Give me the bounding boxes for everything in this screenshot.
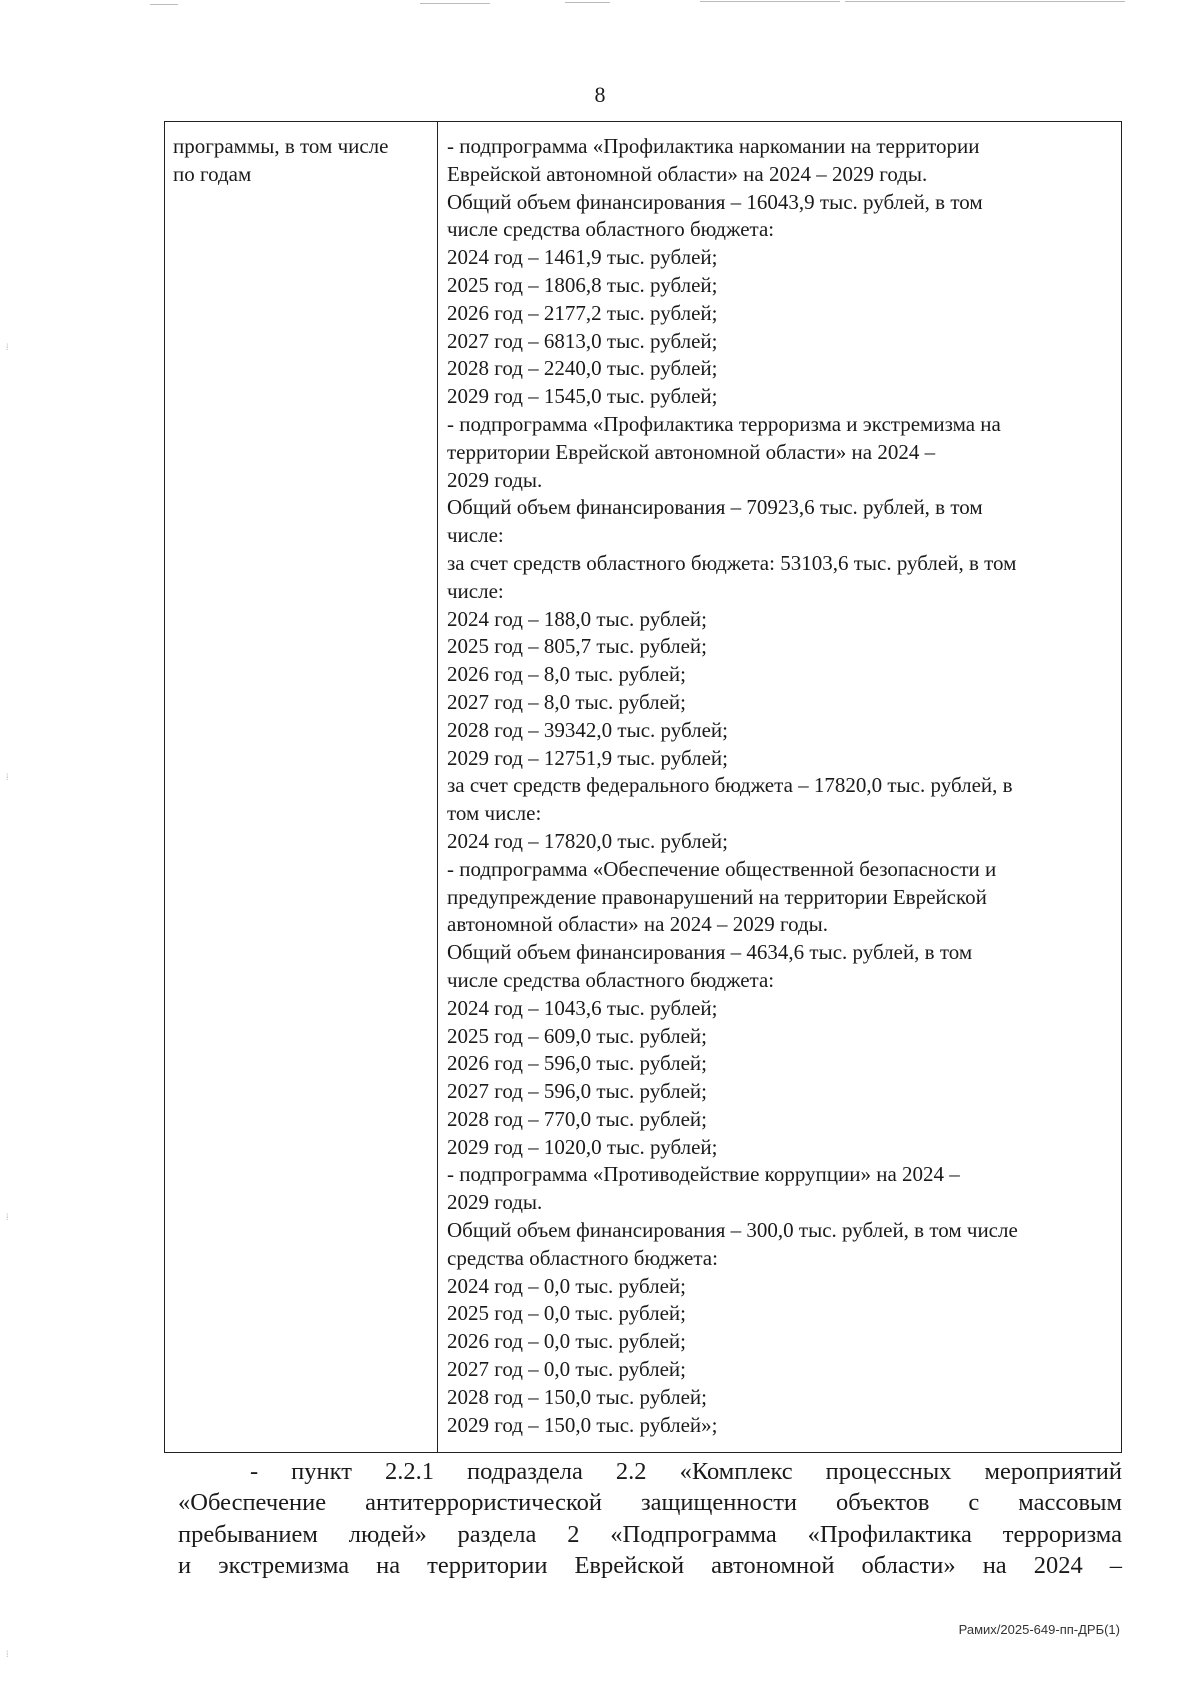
scan-artifact-line (150, 4, 178, 5)
table-value-line: - подпрограмма «Профилактика терроризма и экстремизма на (447, 411, 1001, 436)
table-value-line: 2025 год – 609,0 тыс. рублей; (447, 1023, 708, 1048)
table-value-line: Общий объем финансирования – 4634,6 тыс. рублей, в том (447, 940, 973, 965)
table-value-line: Общий объем финансирования – 70923,6 тыс. рублей, в том (447, 495, 983, 520)
table-label-line: по годам (173, 161, 252, 186)
table-value-line: 2025 год – 805,7 тыс. рублей; (447, 634, 708, 659)
margin-speck: ⁞ (6, 773, 9, 783)
table-value-line: 2029 год – 12751,9 тыс. рублей; (447, 745, 729, 770)
paragraph-line: «Обеспечение антитеррористической защищенности объектов с массовым (178, 1489, 1122, 1517)
table-value-line: предупреждение правонарушений на территории Еврейской (447, 884, 987, 909)
table-value-line: 2025 год – 1806,8 тыс. рублей; (447, 272, 718, 297)
table-value-line: - подпрограмма «Обеспечение общественной безопасности и (447, 856, 997, 881)
table-value-line: 2029 год – 1545,0 тыс. рублей; (447, 384, 718, 409)
paragraph-line: пребыванием людей» раздела 2 «Подпрограмма «Профилактика терроризма (178, 1520, 1122, 1548)
budget-table (164, 121, 1122, 1453)
table-value-line: 2027 год – 8,0 тыс. рублей; (447, 689, 687, 714)
table-value-line: 2024 год – 188,0 тыс. рублей; (447, 606, 708, 631)
table-value-line: - подпрограмма «Профилактика наркомании на территории (447, 134, 980, 158)
table-value-line: числе средства областного бюджета: (447, 217, 775, 242)
table-value-line: за счет средств областного бюджета: 53103,6 тыс. рублей, в том (447, 550, 1017, 575)
table-value-line: 2026 год – 2177,2 тыс. рублей; (447, 300, 718, 325)
scan-artifact-line (845, 1, 1125, 2)
table-value-line: 2029 год – 1020,0 тыс. рублей; (447, 1134, 718, 1159)
page-number: 8 (594, 82, 606, 107)
table-value-line: 2024 год – 17820,0 тыс. рублей; (447, 828, 729, 853)
table-value-line: числе: (447, 578, 504, 603)
margin-speck: ⁞ (6, 343, 9, 353)
table-value-line: 2024 год – 1043,6 тыс. рублей; (447, 995, 718, 1020)
table-value-line: Еврейской автономной области» на 2024 – 2029 годы. (447, 161, 928, 186)
column-divider (437, 122, 438, 1452)
paragraph-line: - пункт 2.2.1 подраздела 2.2 «Комплекс процессных мероприятий (250, 1458, 1122, 1485)
table-value-line: 2028 год – 2240,0 тыс. рублей; (447, 356, 718, 381)
margin-speck: ⁞ (6, 1213, 9, 1223)
table-label-line: программы, в том числе (173, 134, 389, 158)
table-value-line: 2028 год – 39342,0 тыс. рублей; (447, 717, 729, 742)
scan-artifact-line (700, 1, 840, 2)
table-value-line: 2024 год – 1461,9 тыс. рублей; (447, 245, 718, 270)
table-label-cell (165, 133, 435, 189)
table-value-line: 2029 годы. (447, 1190, 543, 1215)
paragraph-line: и экстремизма на территории Еврейской автономной области» на 2024 – (178, 1552, 1122, 1580)
table-value-line: 2029 год – 150,0 тыс. рублей»; (447, 1412, 718, 1437)
table-value-line: числе: (447, 523, 504, 548)
table-value-line: 2027 год – 596,0 тыс. рублей; (447, 1079, 708, 1104)
body-paragraph (178, 1456, 1122, 1582)
table-value-line: 2027 год – 6813,0 тыс. рублей; (447, 328, 718, 353)
table-value-cell (447, 133, 1117, 1439)
table-value-line: 2026 год – 0,0 тыс. рублей; (447, 1329, 687, 1354)
table-value-line: Общий объем финансирования – 16043,9 тыс. рублей, в том (447, 189, 983, 214)
table-value-line: числе средства областного бюджета: (447, 967, 775, 992)
scan-artifact-line (565, 2, 610, 3)
table-value-line: 2026 год – 596,0 тыс. рублей; (447, 1051, 708, 1076)
table-value-line: 2026 год – 8,0 тыс. рублей; (447, 662, 687, 687)
margin-speck: ⁞ (6, 1650, 9, 1660)
table-value-line: 2028 год – 770,0 тыс. рублей; (447, 1106, 708, 1131)
table-value-line: за счет средств федерального бюджета – 17820,0 тыс. рублей, в (447, 773, 1013, 798)
table-value-line: Общий объем финансирования – 300,0 тыс. рублей, в том числе (447, 1218, 1018, 1243)
table-value-line: средства областного бюджета: (447, 1245, 718, 1270)
table-value-line: том числе: (447, 801, 542, 826)
table-value-line: - подпрограмма «Противодействие коррупции» на 2024 – (447, 1162, 960, 1187)
table-value-line: 2025 год – 0,0 тыс. рублей; (447, 1301, 687, 1326)
table-value-line: 2028 год – 150,0 тыс. рублей; (447, 1384, 708, 1409)
document-code: Рамих/2025-649-пп-ДРБ(1) (958, 1622, 1120, 1637)
table-value-line: автономной области» на 2024 – 2029 годы. (447, 912, 829, 937)
scan-artifact-line (420, 3, 490, 4)
table-value-line: 2024 год – 0,0 тыс. рублей; (447, 1273, 687, 1298)
table-value-line: 2027 год – 0,0 тыс. рублей; (447, 1357, 687, 1382)
table-value-line: 2029 годы. (447, 467, 543, 492)
table-value-line: территории Еврейской автономной области» на 2024 – (447, 439, 936, 464)
